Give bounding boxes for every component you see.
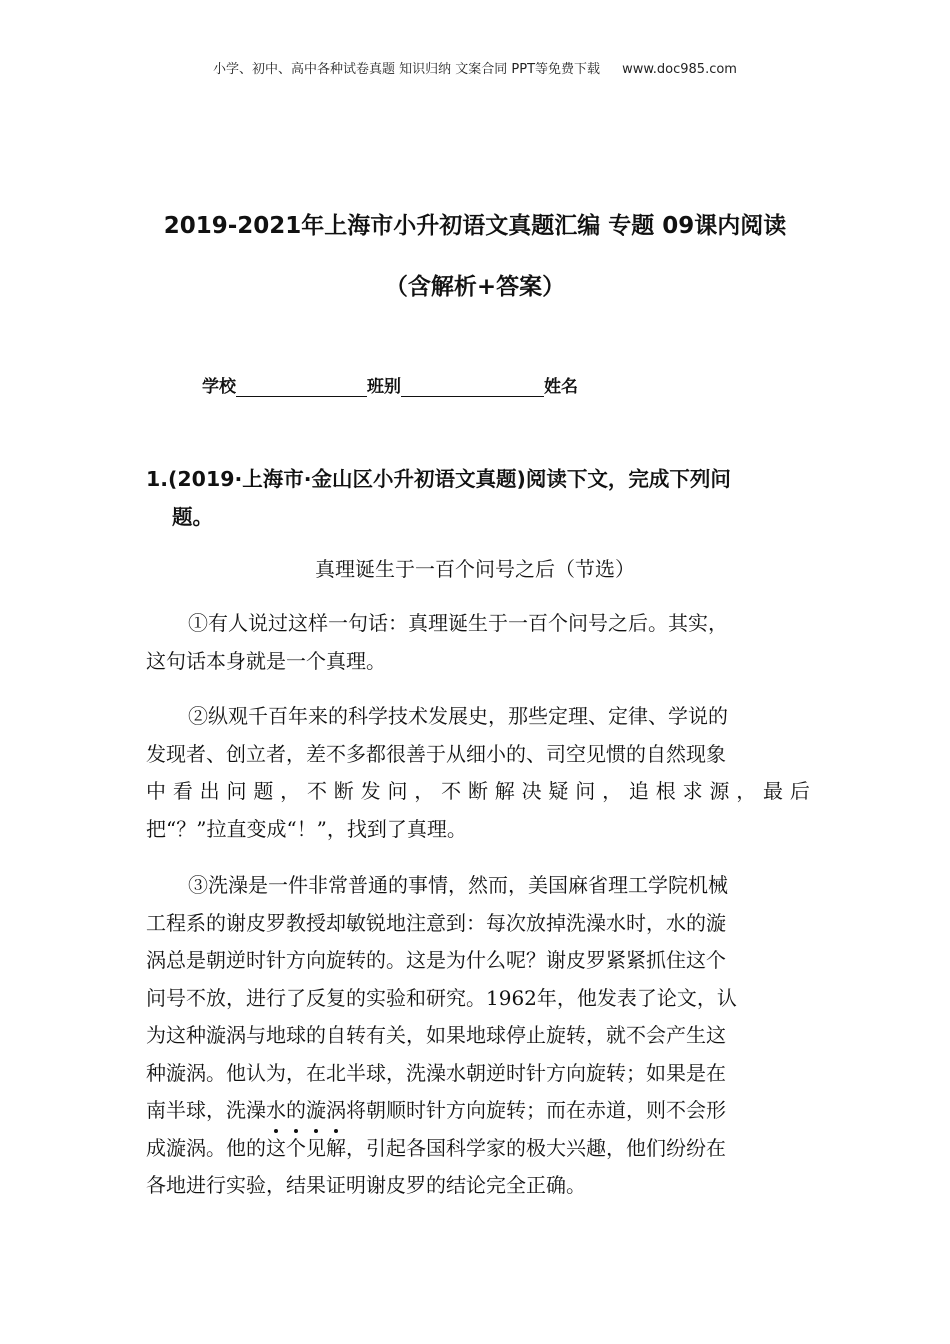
glyph: ， xyxy=(602,779,623,803)
glyph: 发 xyxy=(360,779,381,803)
question-1 xyxy=(146,460,816,536)
paragraph-line: 涡总是朝逆时针方向旋转的。这是为什么呢？谢皮罗紧紧抓住这个 xyxy=(146,948,726,972)
glyph: 断 xyxy=(467,779,488,803)
glyph: 最 xyxy=(763,779,784,803)
passage-title: 真理诞生于一百个问号之后（节选） xyxy=(315,557,635,581)
text-run: ，引起各国科学家的极大兴趣，他们纷纷在 xyxy=(346,1135,726,1160)
glyph: 看 xyxy=(172,779,193,803)
paragraph-line: 工程系的谢皮罗教授却敏锐地注意到：每次放掉洗澡水时，水的漩 xyxy=(146,910,726,935)
document-subtitle: （含解析+答案） xyxy=(384,274,566,300)
glyph: 不 xyxy=(441,779,462,803)
document-title: 2019-2021年上海市小升初语文真题汇编 专题 09课内阅读 xyxy=(163,213,787,239)
school-label: 学校 xyxy=(202,377,236,397)
emphasis-dotted-char: 见 xyxy=(306,1135,326,1160)
glyph: 题 xyxy=(253,779,274,803)
glyph: 根 xyxy=(655,779,676,803)
paragraph-2 xyxy=(146,698,810,848)
text-run: 成漩涡。他的 xyxy=(146,1135,266,1160)
emphasized-text xyxy=(266,1136,346,1160)
name-label: 姓名 xyxy=(544,377,578,397)
glyph: 决 xyxy=(521,779,542,803)
paragraph-line xyxy=(146,1130,810,1168)
glyph: 求 xyxy=(682,779,703,803)
glyph: 解 xyxy=(494,779,515,803)
glyph: ， xyxy=(414,779,435,803)
glyph: 中 xyxy=(146,779,166,803)
emphasis-dotted-char: 这 xyxy=(266,1135,286,1160)
paragraph-line: 发现者、创立者，差不多都很善于从细小的、司空见惯的自然现象 xyxy=(146,741,726,766)
glyph: 问 xyxy=(575,779,596,803)
glyph: 问 xyxy=(387,779,408,803)
glyph: 不 xyxy=(306,779,327,803)
student-info-line xyxy=(202,372,578,397)
glyph: 后 xyxy=(789,779,810,803)
glyph: 疑 xyxy=(548,779,569,803)
question-line: 题。 xyxy=(172,505,213,529)
paragraph-line: 问号不放，进行了反复的实验和研究。1962年，他发表了论文，认 xyxy=(146,985,737,1010)
emphasis-dotted-char: 个 xyxy=(286,1135,306,1160)
glyph: 出 xyxy=(199,779,220,803)
school-blank xyxy=(236,377,367,397)
glyph: 断 xyxy=(333,779,354,803)
emphasis-dotted-char: 解 xyxy=(326,1135,346,1160)
paragraph-1 xyxy=(146,605,810,680)
paragraph-line xyxy=(146,773,810,811)
header-site-link[interactable]: www.doc985.com xyxy=(622,62,737,77)
glyph: 问 xyxy=(226,779,247,803)
paragraph-line: 把“？”拉直变成“！”，找到了真理。 xyxy=(146,816,467,841)
page-header xyxy=(0,58,950,77)
glyph: ， xyxy=(280,779,301,803)
glyph: ， xyxy=(736,779,757,803)
paragraph-line: 南半球，洗澡水的漩涡将朝顺时针方向旋转；而在赤道，则不会形 xyxy=(146,1098,726,1122)
paragraph-line: 为这种漩涡与地球的自转有关，如果地球停止旋转，就不会产生这 xyxy=(146,1023,726,1047)
glyph: 源 xyxy=(709,779,730,803)
class-blank xyxy=(401,377,544,397)
paragraph-line: ②纵观千百年来的科学技术发展史，那些定理、定律、学说的 xyxy=(188,704,728,728)
paragraph-line: 各地进行实验，结果证明谢皮罗的结论完全正确。 xyxy=(146,1173,586,1197)
paragraph-line: ③洗澡是一件非常普通的事情，然而，美国麻省理工学院机械 xyxy=(188,873,728,897)
paragraph-line: 种漩涡。他认为，在北半球，洗澡水朝逆时针方向旋转；如果是在 xyxy=(146,1060,726,1085)
glyph: 追 xyxy=(628,779,649,803)
header-tagline: 小学、初中、高中各种试卷真题 知识归纳 文案合同 PPT等免费下载 xyxy=(213,62,601,77)
paragraph-line: 这句话本身就是一个真理。 xyxy=(146,648,386,673)
paragraph-line: ①有人说过这样一句话：真理诞生于一百个问号之后。其实， xyxy=(188,611,728,635)
paragraph-3 xyxy=(146,867,810,1205)
class-label: 班别 xyxy=(367,377,401,397)
question-line: 1.(2019·上海市·金山区小升初语文真题)阅读下文，完成下列问 xyxy=(146,467,731,491)
